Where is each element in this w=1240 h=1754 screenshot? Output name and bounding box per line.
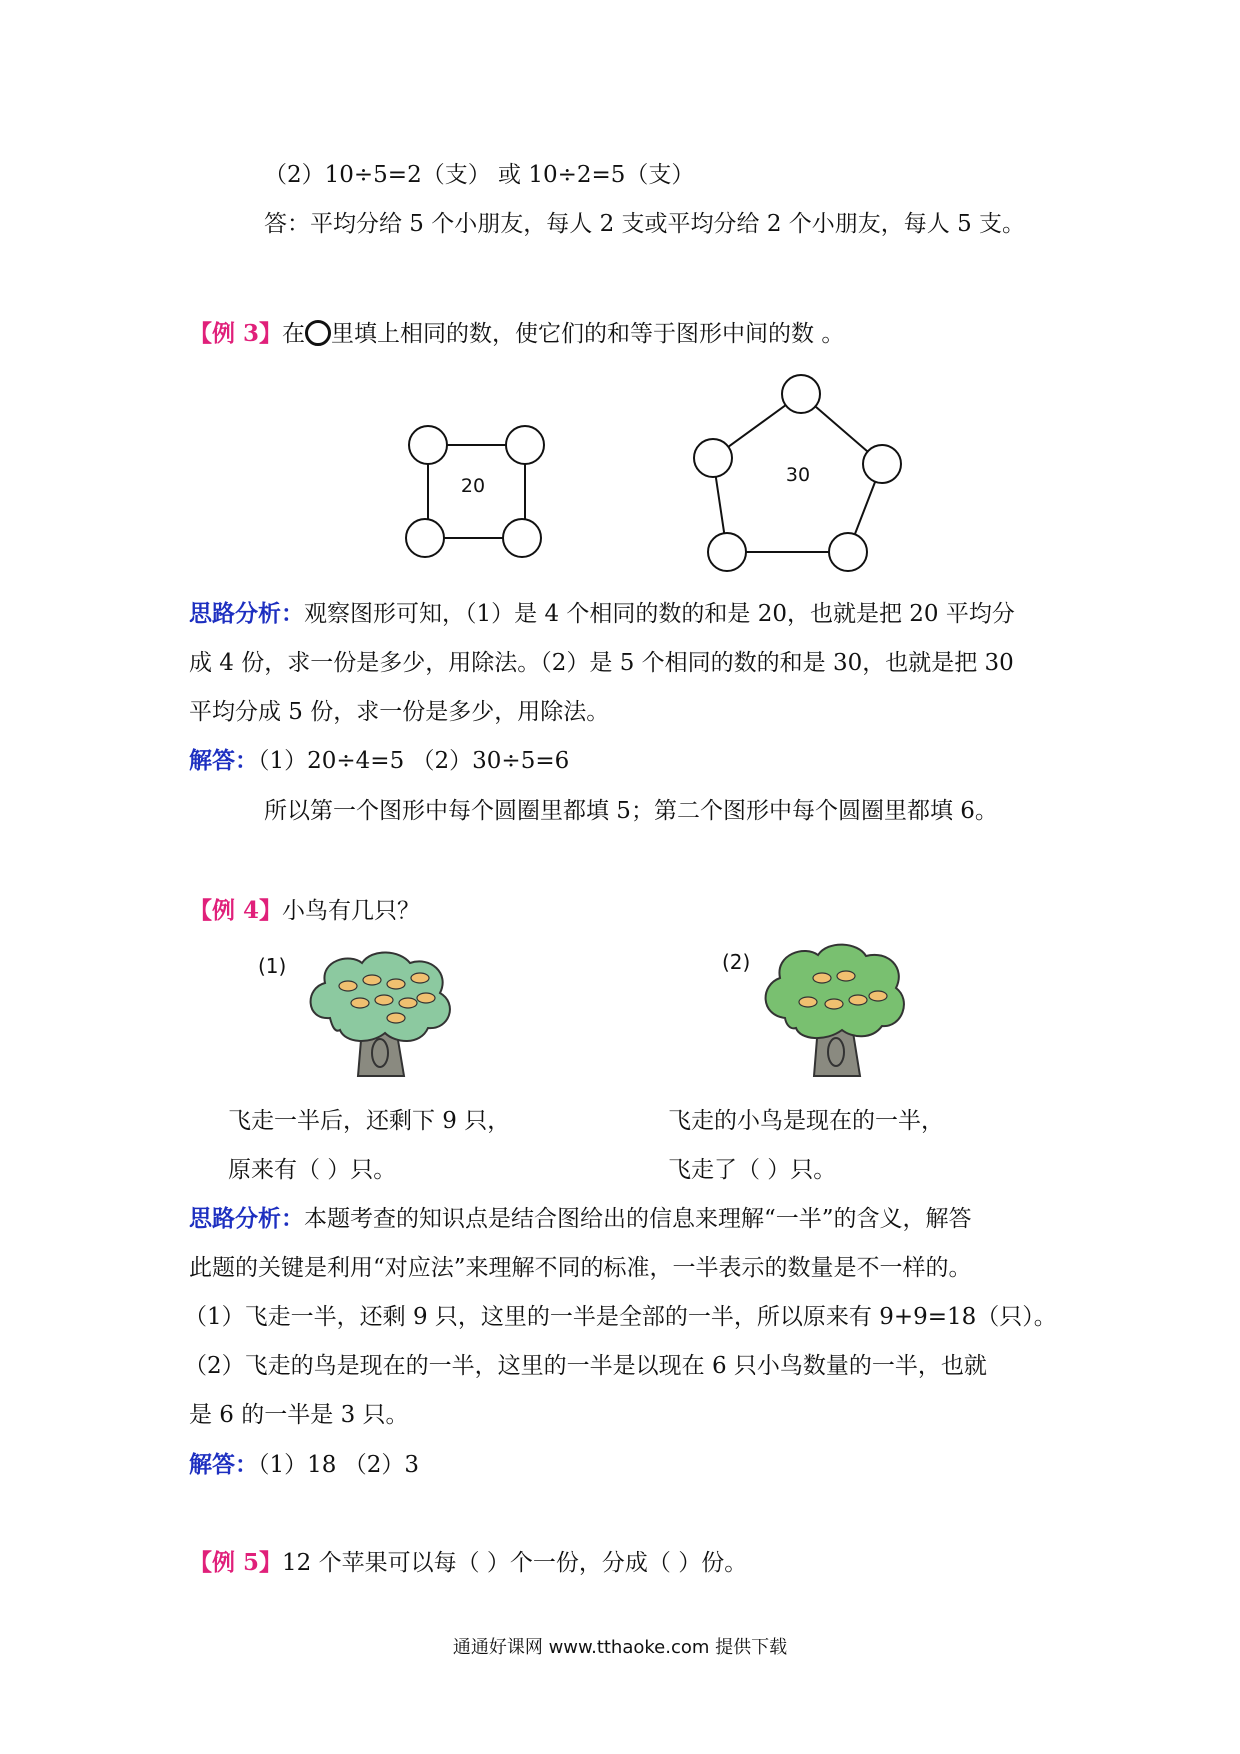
square-center-value: 20: [460, 475, 486, 497]
example-4-analysis-4: （2）飞走的鸟是现在的一半，这里的一半是以现在 6 只小鸟数量的一半，也就: [184, 1353, 987, 1379]
example-3-conclusion: 所以第一个图形中每个圆圈里都填 5；第二个图形中每个圆圈里都填 6。: [264, 798, 998, 824]
pentagon-circle: [694, 439, 732, 477]
answer-label: 解答：: [189, 747, 258, 774]
answer-text: （1）18 （2）3: [258, 1452, 419, 1478]
pentagon-center-value: 30: [785, 464, 811, 486]
tree-birds-image-2: [760, 940, 910, 1080]
square-circle: [503, 519, 541, 557]
pentagon-figure: [694, 375, 901, 571]
answer-text: （1）20÷4=5 （2）30÷5=6: [258, 748, 570, 774]
pentagon-circle: [782, 375, 820, 413]
page-footer: 通通好课网 www.tthaoke.com 提供下载: [452, 1637, 788, 1658]
example-3-question: [189, 318, 844, 350]
figure-1-text-1: 飞走一半后，还剩下 9 只，: [228, 1108, 511, 1134]
square-figure: [406, 426, 544, 557]
example-4-question: [189, 895, 420, 927]
tree-birds-image-1: [300, 948, 460, 1078]
analysis-label: 思路分析：: [189, 600, 304, 627]
square-circle: [409, 426, 447, 464]
example-5-tag: 【例 5】: [189, 1549, 283, 1576]
example-5-text: 12 个苹果可以每（ ）个一份，分成（ ）份。: [282, 1550, 748, 1576]
figure-2-text-2: 飞走了（ ）只。: [668, 1157, 837, 1183]
square-circle: [506, 426, 544, 464]
example-3-analysis-3: 平均分成 5 份，求一份是多少，用除法。: [189, 699, 610, 725]
example-5-question: [189, 1547, 747, 1579]
answer-line: 答：平均分给 5 个小朋友，每人 2 支或平均分给 2 个小朋友，每人 5 支。: [264, 211, 1026, 237]
pentagon-circle: [708, 533, 746, 571]
figure-1-label: (1): [258, 954, 287, 978]
answer-label: 解答：: [189, 1451, 258, 1478]
circle-icon: [305, 320, 331, 346]
analysis-text: 观察图形可知，（1）是 4 个相同的数的和是 20，也就是把 20 平均分: [304, 601, 1015, 627]
example-3-pre: 在: [282, 321, 306, 347]
square-circle: [406, 519, 444, 557]
figure-1-text-2: 原来有（ ）只。: [228, 1157, 397, 1183]
example-3-figures: [380, 360, 920, 580]
example-4-tag: 【例 4】: [189, 897, 283, 924]
example-3-tag: 【例 3】: [189, 320, 283, 347]
pentagon-circle: [829, 533, 867, 571]
calc-line: （2）10÷5=2（支） 或 10÷2=5（支）: [264, 162, 695, 188]
example-3-post: 里填上相同的数，使它们的和等于图形中间的数 。: [331, 321, 845, 347]
example-3-analysis-1: [189, 598, 1015, 630]
example-4-analysis-1: [189, 1203, 972, 1235]
example-4-text: 小鸟有几只？: [282, 898, 421, 924]
figure-2-label: (2): [722, 950, 751, 974]
example-4-analysis-5: 是 6 的一半是 3 只。: [189, 1402, 409, 1428]
example-4-answer: [189, 1449, 419, 1481]
analysis-text: 本题考查的知识点是结合图给出的信息来理解“一半”的含义，解答: [304, 1206, 972, 1232]
pentagon-circle: [863, 445, 901, 483]
example-3-answer: [189, 745, 569, 777]
example-4-analysis-2: 此题的关键是利用“对应法”来理解不同的标准，一半表示的数量是不一样的。: [189, 1255, 972, 1281]
example-3-analysis-2: 成 4 份，求一份是多少，用除法。（2）是 5 个相同的数的和是 30，也就是把 30: [189, 650, 1014, 676]
figure-2-text-1: 飞走的小鸟是现在的一半，: [668, 1108, 944, 1134]
analysis-label: 思路分析：: [189, 1205, 304, 1232]
example-4-analysis-3: （1）飞走一半，还剩 9 只，这里的一半是全部的一半，所以原来有 9+9=18（只）。: [184, 1304, 1057, 1330]
